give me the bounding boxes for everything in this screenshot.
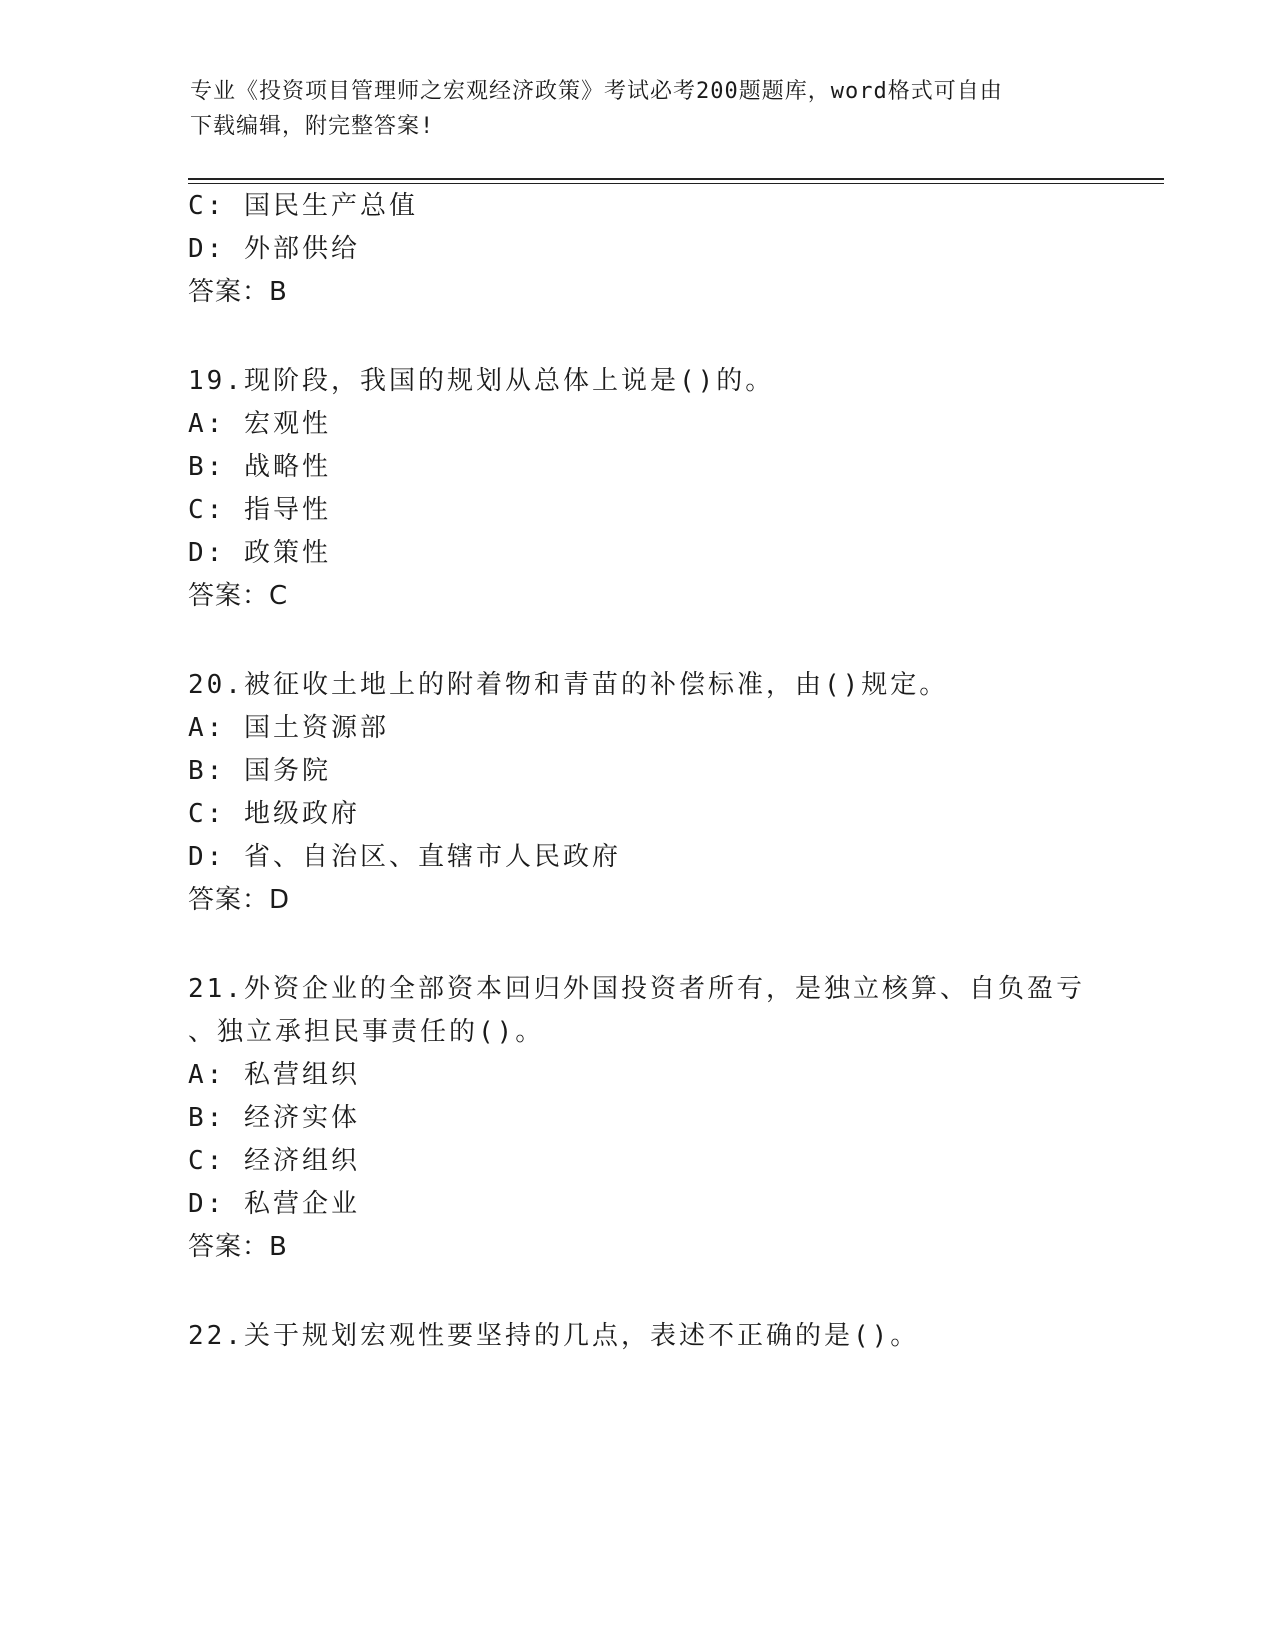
option-text: 国土资源部 (243, 713, 389, 743)
question-19-option-b (188, 451, 331, 483)
option-label: C: (188, 191, 226, 221)
question-19-option-c (188, 494, 331, 526)
question-21-stem-line-1: 21.外资企业的全部资本回归外国投资者所有，是独立核算、自负盈亏 (188, 974, 1085, 1004)
prev-answer: 答案：B (188, 277, 288, 307)
option-text: 国务院 (243, 756, 331, 786)
question-19-answer: 答案：C (188, 581, 289, 611)
option-text: 地级政府 (243, 799, 360, 829)
option-text: 战略性 (243, 452, 331, 482)
option-text: 政策性 (243, 538, 331, 568)
option-text: 指导性 (243, 495, 331, 525)
option-label: D: (188, 1189, 226, 1219)
option-text: 国民生产总值 (243, 191, 418, 221)
question-21-option-a (188, 1059, 360, 1091)
option-label: D: (188, 842, 226, 872)
prev-option-d (188, 233, 360, 265)
option-label: C: (188, 495, 226, 525)
question-20-option-c (188, 798, 360, 830)
option-text: 外部供给 (243, 234, 360, 264)
option-label: A: (188, 1060, 226, 1090)
question-20-stem: 20.被征收土地上的附着物和青苗的补偿标准，由()规定。 (188, 670, 949, 700)
question-21-stem-line-2: 、独立承担民事责任的()。 (188, 1017, 545, 1047)
header-line-1: 专业《投资项目管理师之宏观经济政策》考试必考200题题库，word格式可自由 (190, 79, 1003, 104)
option-label: C: (188, 799, 226, 829)
option-label: D: (188, 234, 226, 264)
option-label: A: (188, 409, 226, 439)
prev-option-c (188, 190, 418, 222)
question-19-stem: 19.现阶段，我国的规划从总体上说是()的。 (188, 366, 775, 396)
question-19-option-a (188, 408, 331, 440)
question-20-option-b (188, 755, 331, 787)
option-label: B: (188, 756, 226, 786)
option-text: 经济实体 (243, 1103, 360, 1133)
option-label: D: (188, 538, 226, 568)
option-text: 经济组织 (243, 1146, 360, 1176)
option-label: B: (188, 1103, 226, 1133)
question-20-option-d (188, 841, 621, 873)
option-text: 宏观性 (243, 409, 331, 439)
question-19-option-d (188, 537, 331, 569)
option-text: 私营组织 (243, 1060, 360, 1090)
question-20-answer: 答案：D (188, 885, 291, 915)
header-divider-thin (188, 183, 1164, 184)
header-line-2: 下载编辑，附完整答案! (190, 114, 435, 139)
header-divider-thick (188, 178, 1164, 180)
question-21-answer: 答案：B (188, 1232, 288, 1262)
question-20-option-a (188, 712, 389, 744)
option-label: B: (188, 452, 226, 482)
option-text: 省、自治区、直辖市人民政府 (243, 842, 621, 872)
document-header (190, 74, 1090, 144)
question-21-option-d (188, 1188, 360, 1220)
question-22-stem: 22.关于规划宏观性要坚持的几点，表述不正确的是()。 (188, 1321, 920, 1351)
option-label: A: (188, 713, 226, 743)
question-21-option-c (188, 1145, 360, 1177)
option-text: 私营企业 (243, 1189, 360, 1219)
option-label: C: (188, 1146, 226, 1176)
question-21-option-b (188, 1102, 360, 1134)
